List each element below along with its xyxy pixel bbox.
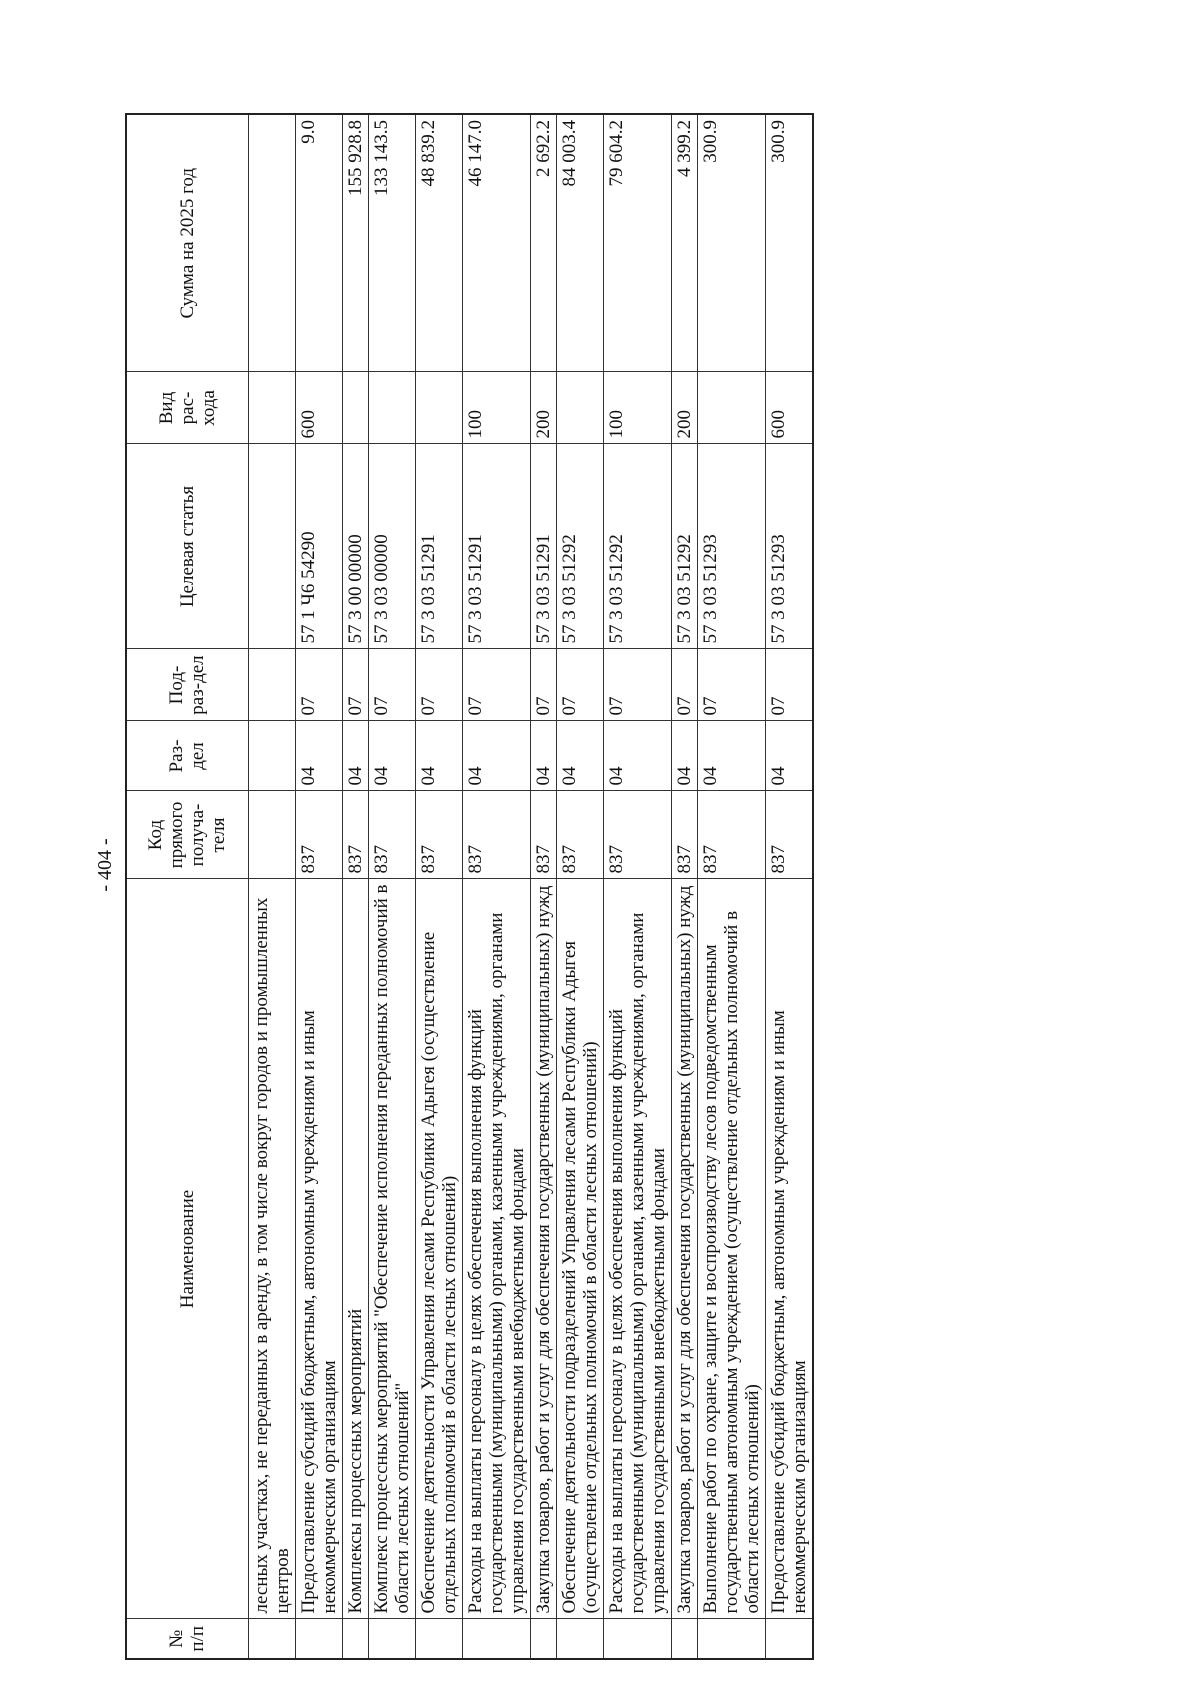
cell-name: Комплекс процессных мероприятий "Обеспечение исполнения переданных полномочий в области лесных отношений" [368, 879, 415, 1619]
cell-statya: 57 3 03 51292 [603, 444, 671, 649]
cell-kod: 837 [530, 791, 556, 879]
cell-vid [248, 372, 295, 444]
cell-statya: 57 1 Ч6 54290 [295, 444, 342, 649]
cell-kod: 837 [671, 791, 697, 879]
header-vid: Вид рас-хода [126, 372, 248, 444]
cell-vid: 200 [530, 372, 556, 444]
cell-name: Закупка товаров, работ и услуг для обеспечения государственных (муниципальных) нужд [530, 879, 556, 1619]
cell-kod [248, 791, 295, 879]
cell-summa: 300.9 [697, 114, 765, 372]
cell-kod: 837 [342, 791, 368, 879]
table-row [462, 114, 530, 1659]
cell-kod: 837 [765, 791, 813, 879]
cell-summa: 9.0 [295, 114, 342, 372]
cell-name: Обеспечение деятельности Управления лесами Республики Адыгея (осуществление отдельных полномочий в области лесных отношений) [415, 879, 462, 1619]
cell-summa: 4 399.2 [671, 114, 697, 372]
cell-razdel [248, 721, 295, 791]
cell-no [671, 1619, 697, 1659]
cell-no [295, 1619, 342, 1659]
cell-razdel: 04 [603, 721, 671, 791]
cell-kod: 837 [462, 791, 530, 879]
cell-kod: 837 [368, 791, 415, 879]
cell-summa: 155 928.8 [342, 114, 368, 372]
cell-statya: 57 3 03 00000 [368, 444, 415, 649]
cell-name: Предоставление субсидий бюджетным, автономным учреждениям и иным некоммерческим организациям [295, 879, 342, 1619]
cell-podrazdel: 07 [530, 649, 556, 721]
cell-vid [368, 372, 415, 444]
cell-podrazdel: 07 [765, 649, 813, 721]
cell-no [765, 1619, 813, 1659]
cell-summa: 300.9 [765, 114, 813, 372]
cell-summa: 46 147.0 [462, 114, 530, 372]
table-header-row [126, 114, 248, 1659]
cell-razdel: 04 [556, 721, 603, 791]
cell-statya: 57 3 00 00000 [342, 444, 368, 649]
table-row [765, 114, 813, 1659]
cell-razdel: 04 [415, 721, 462, 791]
header-summa: Сумма на 2025 год [126, 114, 248, 372]
cell-statya: 57 3 03 51293 [697, 444, 765, 649]
cell-statya: 57 3 03 51291 [462, 444, 530, 649]
cell-summa: 133 143.5 [368, 114, 415, 372]
cell-name: Предоставление субсидий бюджетным, автономным учреждениям и иным некоммерческим организациям [765, 879, 813, 1619]
cell-razdel: 04 [530, 721, 556, 791]
cell-no [697, 1619, 765, 1659]
cell-razdel: 04 [368, 721, 415, 791]
cell-no [248, 1619, 295, 1659]
cell-razdel: 04 [342, 721, 368, 791]
cell-vid: 100 [603, 372, 671, 444]
table-row [368, 114, 415, 1659]
cell-statya: 57 3 03 51292 [556, 444, 603, 649]
cell-name: Комплексы процессных мероприятий [342, 879, 368, 1619]
cell-vid [342, 372, 368, 444]
cell-podrazdel: 07 [295, 649, 342, 721]
cell-summa: 2 692.2 [530, 114, 556, 372]
cell-vid [556, 372, 603, 444]
cell-razdel: 04 [697, 721, 765, 791]
cell-no [415, 1619, 462, 1659]
cell-podrazdel: 07 [671, 649, 697, 721]
header-razdel: Раз-дел [126, 721, 248, 791]
cell-podrazdel: 07 [462, 649, 530, 721]
cell-name: Обеспечение деятельности подразделений Управления лесами Республики Адыгея (осуществление отдельных полномочий в области лесных отношений) [556, 879, 603, 1619]
header-no: № п/п [126, 1619, 248, 1659]
cell-razdel: 04 [295, 721, 342, 791]
header-kod: Код прямого получа-теля [126, 791, 248, 879]
cell-summa: 79 604.2 [603, 114, 671, 372]
cell-razdel: 04 [765, 721, 813, 791]
cell-kod: 837 [556, 791, 603, 879]
header-podrazdel: Под-раз-дел [126, 649, 248, 721]
table-row [342, 114, 368, 1659]
cell-name: лесных участках, не переданных в аренду, в том числе вокруг городов и промышленных центров [248, 879, 295, 1619]
cell-vid: 200 [671, 372, 697, 444]
cell-razdel: 04 [462, 721, 530, 791]
cell-no [530, 1619, 556, 1659]
table-row [295, 114, 342, 1659]
table-row [248, 114, 295, 1659]
cell-name: Выполнение работ по охране, защите и воспроизводству лесов подведомственным государственным автономным учреждением (осуществление отдельных полномочий в области лесных отношений) [697, 879, 765, 1619]
cell-statya: 57 3 03 51291 [530, 444, 556, 649]
cell-podrazdel: 07 [368, 649, 415, 721]
cell-no [462, 1619, 530, 1659]
cell-name: Закупка товаров, работ и услуг для обеспечения государственных (муниципальных) нужд [671, 879, 697, 1619]
cell-vid: 600 [765, 372, 813, 444]
cell-summa: 84 003.4 [556, 114, 603, 372]
cell-no [368, 1619, 415, 1659]
header-name: Наименование [126, 879, 248, 1619]
cell-statya: 57 3 03 51293 [765, 444, 813, 649]
table-row [530, 114, 556, 1659]
cell-vid [697, 372, 765, 444]
cell-statya: 57 3 03 51291 [415, 444, 462, 649]
page-number: - 404 - [94, 838, 116, 892]
table-row [415, 114, 462, 1659]
cell-podrazdel: 07 [556, 649, 603, 721]
cell-kod: 837 [697, 791, 765, 879]
cell-podrazdel: 07 [603, 649, 671, 721]
cell-razdel: 04 [671, 721, 697, 791]
cell-kod: 837 [415, 791, 462, 879]
table-row [603, 114, 671, 1659]
header-statya: Целевая статья [126, 444, 248, 649]
cell-no [342, 1619, 368, 1659]
budget-table [125, 113, 814, 1660]
cell-kod: 837 [295, 791, 342, 879]
cell-podrazdel: 07 [415, 649, 462, 721]
cell-name: Расходы на выплаты персоналу в целях обеспечения выполнения функций государственными (муниципальными) органами, казенными учреждениями, органами управления государственными внебюджетными фондами [462, 879, 530, 1619]
cell-summa: 48 839.2 [415, 114, 462, 372]
cell-vid: 100 [462, 372, 530, 444]
cell-no [556, 1619, 603, 1659]
cell-kod: 837 [603, 791, 671, 879]
cell-no [603, 1619, 671, 1659]
cell-statya [248, 444, 295, 649]
table-row [671, 114, 697, 1659]
table-row [556, 114, 603, 1659]
cell-podrazdel [248, 649, 295, 721]
cell-podrazdel: 07 [697, 649, 765, 721]
rotated-table-container [125, 115, 1080, 1660]
cell-summa [248, 114, 295, 372]
cell-name: Расходы на выплаты персоналу в целях обеспечения выполнения функций государственными (муниципальными) органами, казенными учреждениями, органами управления государственными внебюджетными фондами [603, 879, 671, 1619]
cell-vid [415, 372, 462, 444]
cell-statya: 57 3 03 51292 [671, 444, 697, 649]
cell-vid: 600 [295, 372, 342, 444]
table-row [697, 114, 765, 1659]
cell-podrazdel: 07 [342, 649, 368, 721]
